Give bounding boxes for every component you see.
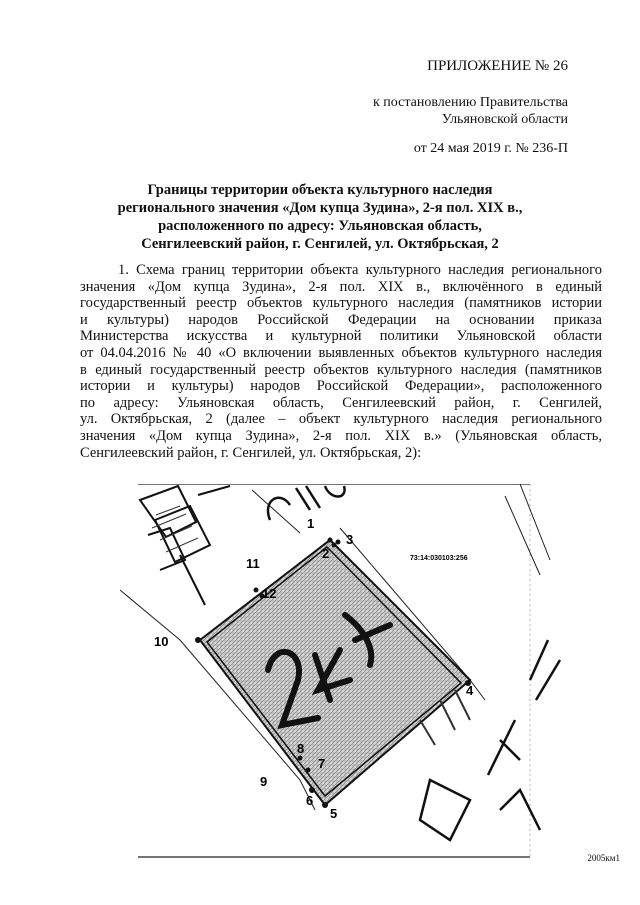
point-label-3: 3 bbox=[346, 532, 354, 547]
title-line: регионального значения «Дом купца Зудина», 2-я пол. XIX в., bbox=[117, 200, 523, 216]
document-code: 2005км1 bbox=[587, 853, 620, 863]
point-label-12: 12 bbox=[262, 586, 277, 601]
point-label-4: 4 bbox=[466, 683, 474, 698]
paragraph-line: 1. Схема границ территории объекта культурного наследия регионального bbox=[118, 262, 602, 278]
point-label-5: 5 bbox=[330, 806, 338, 821]
paragraph-line: от 04.04.2016 № 40 «О включении выявленных объектов культурного наследия bbox=[80, 344, 602, 361]
title-line: Сенгилеевский район, г. Сенгилей, ул. Октябрьская, 2 bbox=[141, 236, 499, 252]
paragraph-line: значения «Дом купца Зудина», 2-я пол. XIX в.» (Ульяновская область, bbox=[80, 427, 602, 444]
paragraph-line: ул. Октябрьская, 2 (далее – объект культурного наследия регионального bbox=[80, 411, 602, 428]
paragraph-line: Министерства искусства и культурной политики Ульяновской области bbox=[80, 328, 602, 345]
paragraph-line: и культуры) народов Российской Федерации на основании приказа bbox=[80, 311, 602, 328]
title-line: Границы территории объекта культурного наследия bbox=[147, 182, 493, 198]
paragraph-line: в единый государственный реестр объектов культурного наследия (памятников bbox=[80, 361, 602, 378]
boundary-scheme-map bbox=[120, 484, 640, 862]
point-label-11: 11 bbox=[246, 556, 260, 571]
paragraph-line: значения «Дом купца Зудина», 2-я пол. XIX в., включённого в единый bbox=[80, 278, 602, 295]
adjacent-building-outline bbox=[140, 486, 230, 605]
resolution-reference: к постановлению Правительства bbox=[372, 95, 568, 110]
resolution-region: Ульяновской области bbox=[441, 112, 568, 127]
point-label-2: 2 bbox=[322, 546, 330, 561]
paragraph-line: государственный реестр объектов культурного наследия (памятников истории bbox=[80, 295, 602, 312]
point-label-8: 8 bbox=[297, 741, 305, 756]
appendix-number: ПРИЛОЖЕНИЕ № 26 bbox=[427, 58, 568, 74]
point-label-7: 7 bbox=[318, 756, 326, 771]
paragraph-line: истории и культуры) народов Российской Федерации», расположенного bbox=[80, 378, 602, 395]
point-label-1: 1 bbox=[307, 516, 315, 531]
resolution-date: от 24 мая 2019 г. № 236-П bbox=[413, 141, 568, 156]
point-label-9: 9 bbox=[260, 774, 268, 789]
point-label-10: 10 bbox=[154, 634, 169, 649]
document-title bbox=[80, 181, 560, 253]
cadastral-number-label: 73:14:030103:256 bbox=[410, 555, 468, 562]
paragraph-line: по адресу: Ульяновская область, Сенгилеевский район, г. Сенгилей, bbox=[80, 394, 602, 411]
point-label-6: 6 bbox=[306, 793, 314, 808]
title-line: расположенного по адресу: Ульяновская область, bbox=[158, 218, 482, 234]
paragraph-line: Сенгилеевский район, г. Сенгилей, ул. Октябрьская, 2): bbox=[80, 444, 422, 461]
body-paragraph bbox=[80, 262, 602, 461]
cadastral-parcel bbox=[200, 540, 470, 805]
